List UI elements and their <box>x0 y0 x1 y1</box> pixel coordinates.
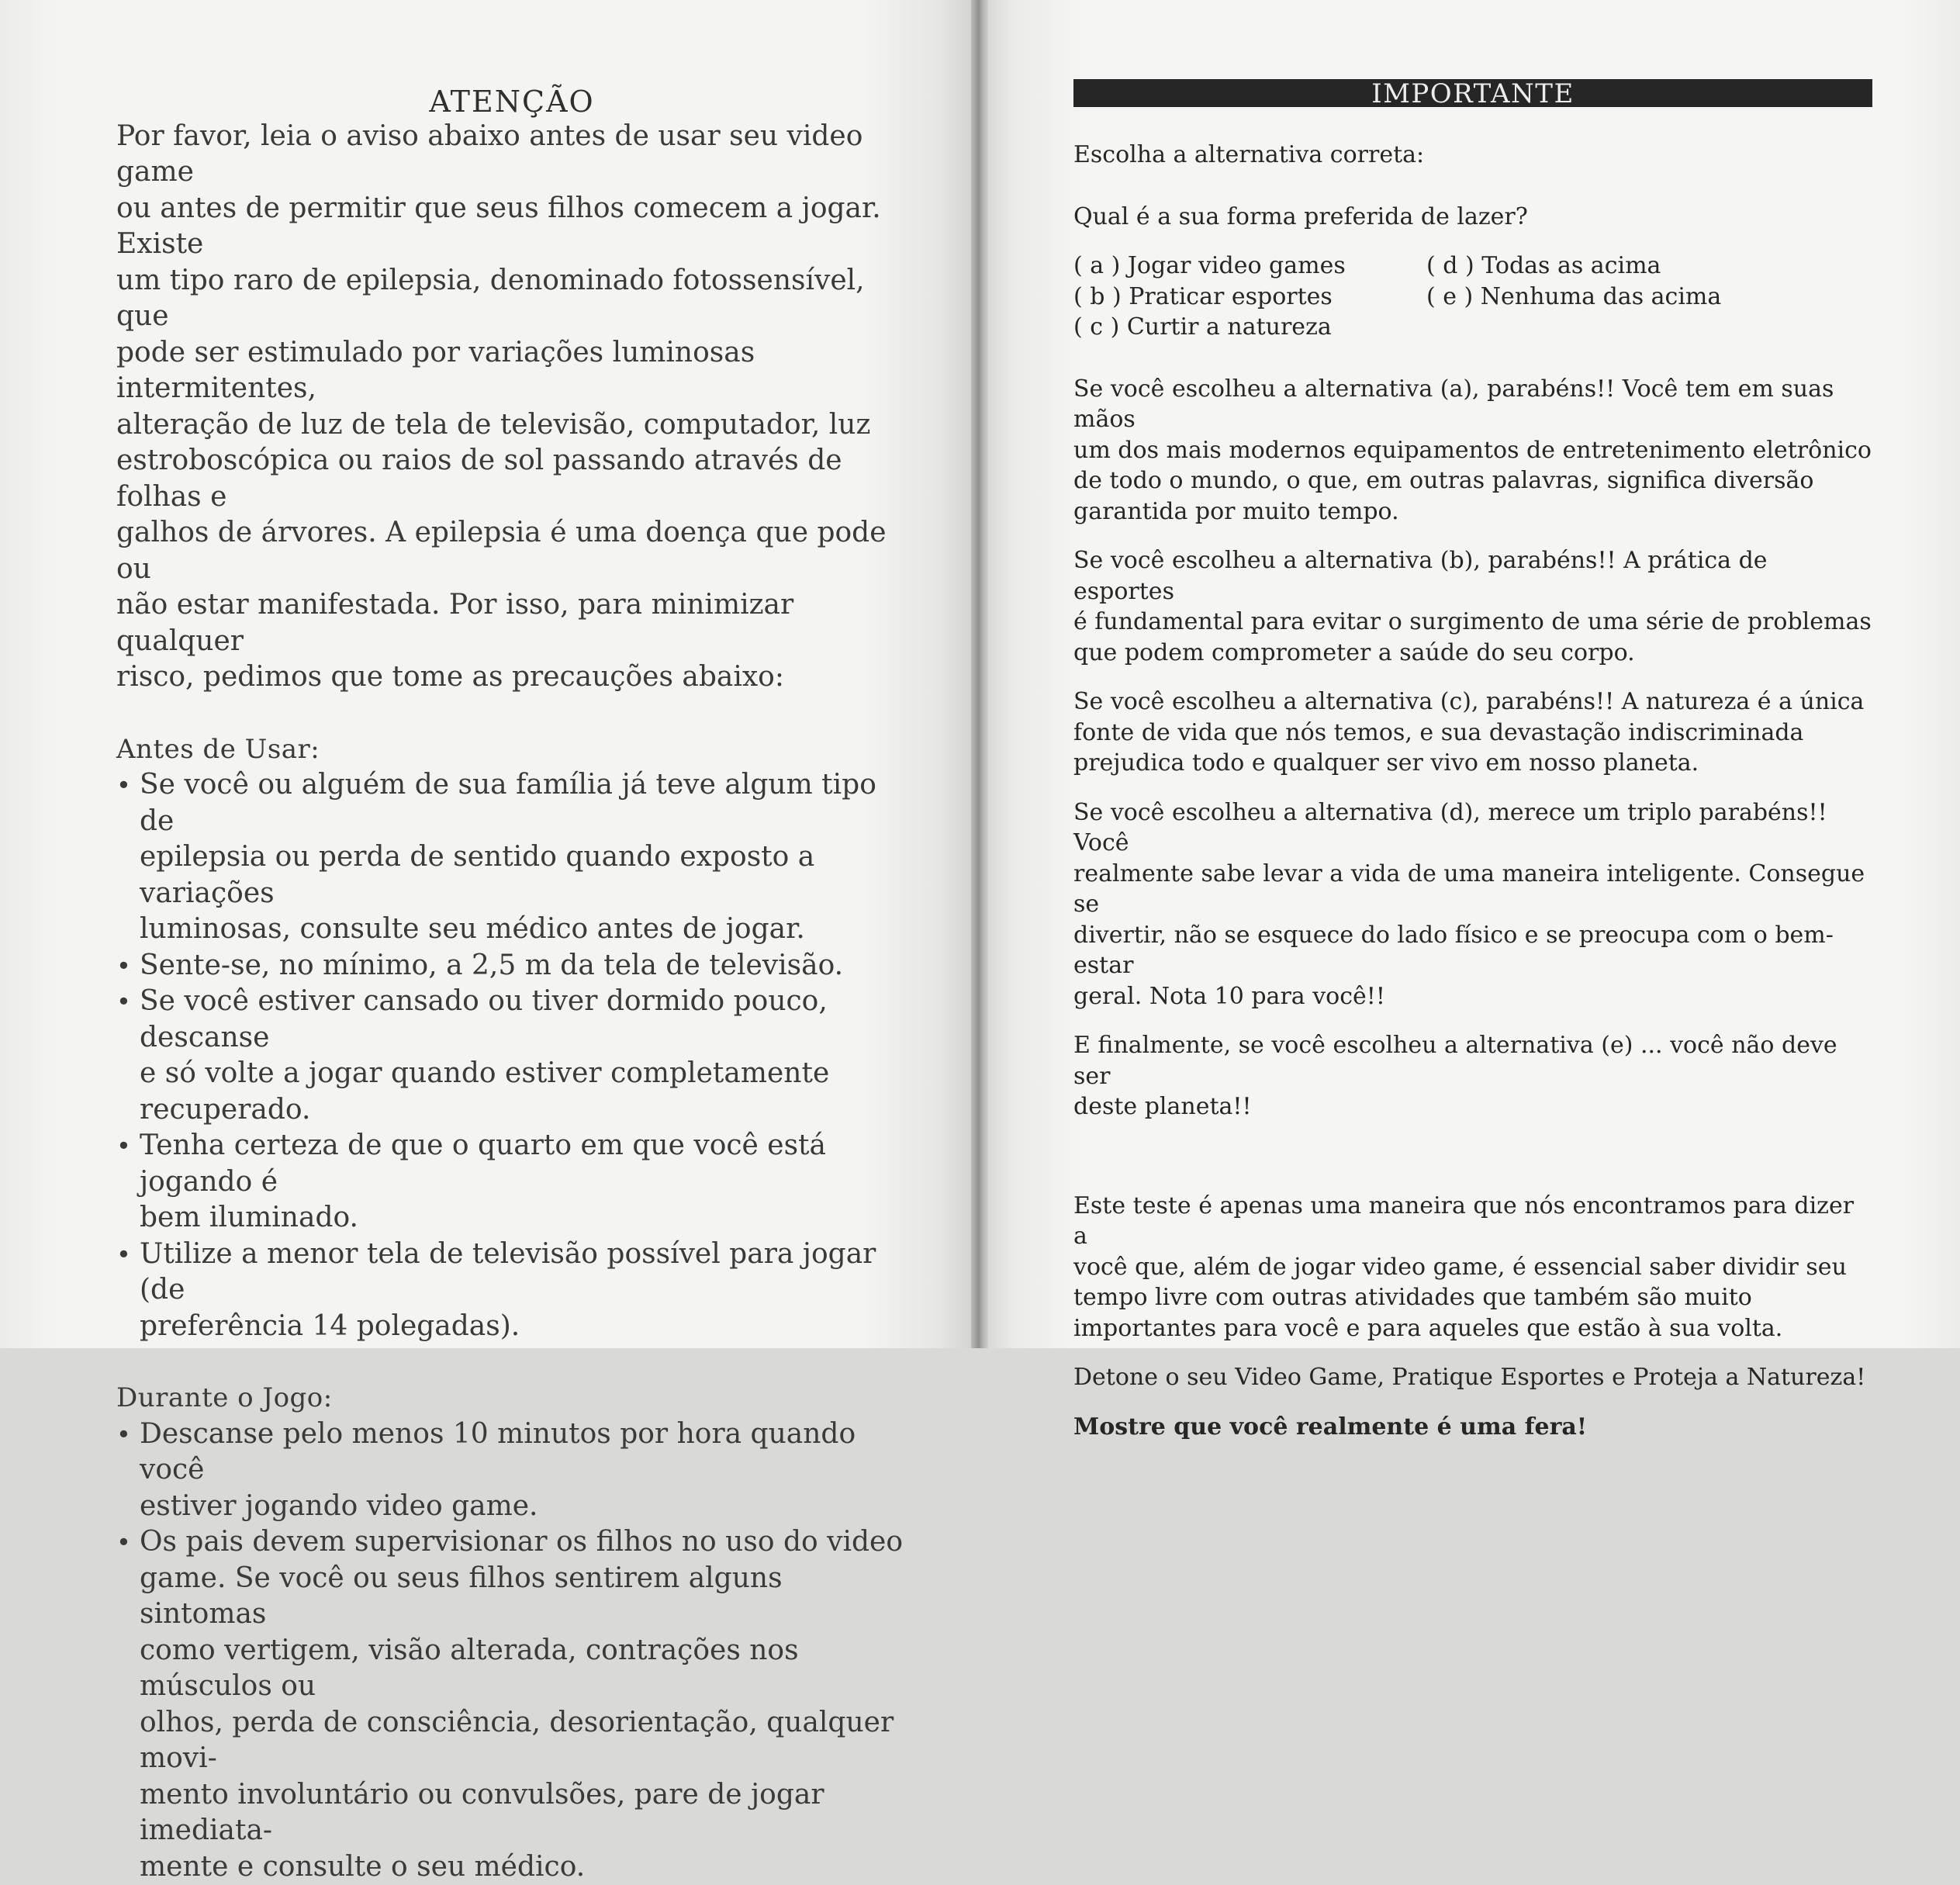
quiz-prompt: Escolha a alternativa correta: <box>1073 140 1872 171</box>
quiz-question: Qual é a sua forma preferida de lazer? <box>1073 202 1872 233</box>
before-use-heading: Antes de Usar: <box>116 732 907 768</box>
item-line: olhos, perda de consciência, desorientação, qualquer movi- <box>140 1707 894 1775</box>
option-a: ( a ) Jogar video games <box>1073 251 1426 282</box>
answer-a <box>1073 374 1872 527</box>
intro-line: risco, pedimos que tome as precauções abaixo: <box>116 661 784 693</box>
option-d: ( d ) Todas as acima <box>1426 251 1830 282</box>
item-line: bem iluminado. <box>140 1202 358 1233</box>
list-item <box>116 1416 907 1525</box>
answer-line: E finalmente, se você escolheu a alternativa (e) ... você não deve ser <box>1073 1032 1837 1090</box>
answer-line: realmente sabe levar a vida de uma maneira inteligente. Consegue se <box>1073 860 1865 918</box>
option-c: ( c ) Curtir a natureza <box>1073 312 1426 343</box>
list-item <box>116 1236 907 1345</box>
book-spine <box>971 0 988 1348</box>
item-line: Se você ou alguém de sua família já teve algum tipo de <box>140 769 876 837</box>
options-column-1 <box>1073 251 1426 343</box>
closing-line: você que, além de jogar video game, é essencial saber dividir seu <box>1073 1254 1847 1281</box>
option-b: ( b ) Praticar esportes <box>1073 282 1426 313</box>
item-line: preferência 14 polegadas). <box>140 1310 520 1342</box>
closing-line: Este teste é apenas uma maneira que nós encontramos para dizer a <box>1073 1192 1854 1250</box>
answer-line: Se você escolheu a alternativa (d), merece um triplo parabéns!! Você <box>1073 799 1827 857</box>
item-line: Se você estiver cansado ou tiver dormido pouco, descanse <box>140 985 828 1053</box>
answer-line: Se você escolheu a alternativa (c), parabéns!! A natureza é a única <box>1073 688 1864 715</box>
item-line: e só volte a jogar quando estiver completamente recuperado. <box>140 1057 829 1126</box>
intro-line: galhos de árvores. A epilepsia é uma doença que pode ou <box>116 517 887 585</box>
slogan: Detone o seu Video Game, Pratique Esportes e Proteja a Natureza! <box>1073 1362 1872 1393</box>
answer-line: um dos mais modernos equipamentos de entretenimento eletrônico <box>1073 437 1872 464</box>
answer-d <box>1073 797 1872 1012</box>
answer-c <box>1073 687 1872 779</box>
warning-title: ATENÇÃO <box>116 84 907 120</box>
warning-intro <box>116 119 907 696</box>
list-item <box>116 1128 907 1236</box>
answer-line: Se você escolheu a alternativa (b), parabéns!! A prática de esportes <box>1073 547 1768 605</box>
intro-line: ou antes de permitir que seus filhos comecem a jogar. Existe <box>116 192 881 261</box>
item-line: Descanse pelo menos 10 minutos por hora quando você <box>140 1418 856 1486</box>
warning-section <box>116 84 907 1885</box>
final-message: Mostre que você realmente é uma fera! <box>1073 1412 1872 1443</box>
list-item <box>116 984 907 1128</box>
option-e: ( e ) Nenhuma das acima <box>1426 282 1830 313</box>
answer-line: deste planeta!! <box>1073 1093 1252 1120</box>
item-line: game. Se você ou seus filhos sentirem alguns sintomas <box>140 1562 783 1631</box>
list-item <box>116 767 907 948</box>
closing-paragraph <box>1073 1191 1872 1344</box>
item-line: Utilize a menor tela de televisão possível para jogar (de <box>140 1238 876 1306</box>
item-line: Tenha certeza de que o quarto em que você está jogando é <box>140 1129 826 1198</box>
intro-line: um tipo raro de epilepsia, denominado fotossensível, que <box>116 265 865 333</box>
before-use-list <box>116 767 907 1344</box>
answer-line: garantida por muito tempo. <box>1073 498 1399 525</box>
quiz-section <box>1073 140 1872 1442</box>
options-column-2 <box>1426 251 1830 343</box>
intro-line: Por favor, leia o aviso abaixo antes de usar seu video game <box>116 120 862 188</box>
answer-line: divertir, não se esquece do lado físico e se preocupa com o bem-estar <box>1073 922 1834 980</box>
answer-e <box>1073 1030 1872 1122</box>
important-banner: IMPORTANTE <box>1073 79 1872 107</box>
answer-line: que podem comprometer a saúde do seu corpo. <box>1073 639 1635 666</box>
item-line: estiver jogando video game. <box>140 1490 538 1522</box>
during-game-list <box>116 1416 907 1885</box>
intro-line: alteração de luz de tela de televisão, computador, luz <box>116 409 870 441</box>
item-line: como vertigem, visão alterada, contrações nos músculos ou <box>140 1634 799 1703</box>
answer-line: geral. Nota 10 para você!! <box>1073 983 1385 1010</box>
answer-line: de todo o mundo, o que, em outras palavras, significa diversão <box>1073 467 1813 494</box>
item-line: mento involuntário ou convulsões, pare de jogar imediata- <box>140 1779 824 1847</box>
intro-line: pode ser estimulado por variações luminosas intermitentes, <box>116 337 755 405</box>
quiz-options <box>1073 251 1872 343</box>
intro-line: não estar manifestada. Por isso, para minimizar qualquer <box>116 589 793 657</box>
list-item <box>116 1524 907 1885</box>
closing-line: tempo livre com outras atividades que também são muito <box>1073 1284 1752 1311</box>
item-line: epilepsia ou perda de sentido quando exposto a variações <box>140 841 814 909</box>
intro-line: estroboscópica ou raios de sol passando através de folhas e <box>116 444 842 513</box>
during-game-heading: Durante o Jogo: <box>116 1380 907 1416</box>
closing-line: importantes para você e para aqueles que estão à sua volta. <box>1073 1315 1782 1342</box>
item-line: Sente-se, no mínimo, a 2,5 m da tela de televisão. <box>140 949 843 981</box>
list-item <box>116 948 907 984</box>
item-line: mente e consulte o seu médico. <box>140 1851 585 1883</box>
item-line: luminosas, consulte seu médico antes de jogar. <box>140 913 805 945</box>
answer-line: é fundamental para evitar o surgimento de uma série de problemas <box>1073 608 1872 635</box>
answer-line: Se você escolheu a alternativa (a), parabéns!! Você tem em suas mãos <box>1073 375 1834 434</box>
answer-line: prejudica todo e qualquer ser vivo em nosso planeta. <box>1073 749 1699 776</box>
answer-line: fonte de vida que nós temos, e sua devastação indiscriminada <box>1073 719 1803 746</box>
item-line: Os pais devem supervisionar os filhos no uso do video <box>140 1526 903 1558</box>
answer-b <box>1073 545 1872 668</box>
